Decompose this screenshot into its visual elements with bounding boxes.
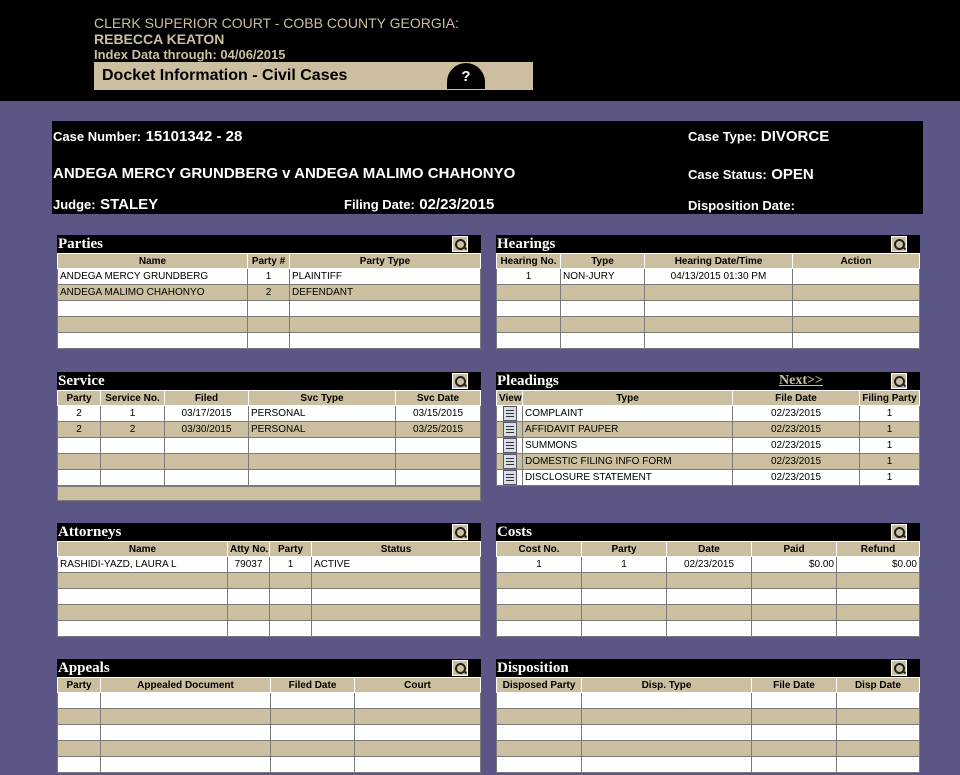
costs-panel [496,523,920,637]
help-icon[interactable]: ? [447,63,485,89]
index-data-date: Index Data through: 04/06/2015 [94,47,286,62]
table-row [497,285,920,301]
table-row [58,757,481,773]
service-footer [57,486,481,501]
case-disposition-date: Disposition Date: [688,198,795,213]
zoom-icon[interactable] [891,373,907,389]
table-row [497,725,920,741]
table-row [58,573,481,589]
table-row [497,605,920,621]
court-name: CLERK SUPERIOR COURT - COBB COUNTY GEORGIA: [94,15,459,31]
table-row[interactable]: 1 NON-JURY 04/13/2015 01:30 PM [497,269,920,285]
zoom-icon[interactable] [891,236,907,252]
view-document-icon[interactable] [503,406,517,421]
hearings-title: Hearings [497,236,556,252]
zoom-icon[interactable] [891,660,907,676]
case-status: Case Status: OPEN [688,166,814,183]
disposition-panel [496,659,920,773]
appeals-table: Party Appealed Document Filed Date Court [57,677,481,773]
attorneys-table: Name Atty No. Party Status RASHIDI-YAZD, LAURA L 79037 1 ACTIVE [57,541,481,637]
table-row[interactable]: 2 2 03/30/2015 PERSONAL 03/25/2015 [58,422,481,438]
table-row[interactable]: 1 1 02/23/2015 $0.00 $0.00 [497,557,920,573]
next-page-link[interactable]: Next>> [779,373,823,388]
table-row [58,605,481,621]
table-row[interactable]: RASHIDI-YAZD, LAURA L 79037 1 ACTIVE [58,557,481,573]
table-row: SUMMONS 02/23/2015 1 [497,438,920,454]
table-row [497,741,920,757]
disposition-table: Disposed Party Disp. Type File Date Disp Date [496,677,920,773]
parties-table: Name Party # Party Type ANDEGA MERCY GRUNDBERG 1 PLAINTIFF ANDEGA MALIMO CHAHONYO 2 DEFENDANT [57,253,481,349]
docket-title-bar [94,62,533,90]
pleadings-title: Pleadings [497,373,559,389]
page-title: Docket Information - Civil Cases [102,67,348,84]
table-row [58,693,481,709]
table-row [58,317,481,333]
case-caption: ANDEGA MERCY GRUNDBERG v ANDEGA MALIMO CHAHONYO [53,165,516,182]
table-row [497,333,920,349]
table-row [58,438,481,454]
case-filing-date: Filing Date: 02/23/2015 [344,196,495,213]
table-row [497,317,920,333]
table-row [58,454,481,470]
view-document-icon[interactable] [503,438,517,453]
disposition-title: Disposition [497,660,569,676]
table-row [497,757,920,773]
table-row: COMPLAINT 02/23/2015 1 [497,406,920,422]
table-row [58,741,481,757]
table-row [58,709,481,725]
view-document-icon[interactable] [503,422,517,437]
zoom-icon[interactable] [452,236,468,252]
costs-title: Costs [497,524,533,540]
table-row[interactable]: 2 1 03/17/2015 PERSONAL 03/15/2015 [58,406,481,422]
table-row [497,301,920,317]
case-judge: Judge: STALEY [53,196,159,213]
attorneys-title: Attorneys [58,524,122,540]
table-row [497,693,920,709]
case-number: Case Number: 15101342 - 28 [53,128,243,145]
pleadings-panel [496,372,920,486]
table-row [497,589,920,605]
case-type: Case Type: DIVORCE [688,128,830,145]
pleadings-table: View Type File Date Filing Party COMPLAINT 02/23/2015 1 AFFIDAVIT PAUPER 02/23/2015 1 SUMMONS 02/23/2015 1 DOMESTIC FILING INFO FORM 02/23/2015 1 DISCLOSURE STATEMENT 02/23/2015 1 [496,390,920,486]
table-row[interactable]: ANDEGA MERCY GRUNDBERG 1 PLAINTIFF [58,269,481,285]
case-summary [52,121,923,214]
view-document-icon[interactable] [503,470,517,485]
appeals-title: Appeals [58,660,110,676]
hearings-panel [496,235,920,349]
parties-panel [57,235,481,349]
table-row: AFFIDAVIT PAUPER 02/23/2015 1 [497,422,920,438]
table-row [58,301,481,317]
zoom-icon[interactable] [452,524,468,540]
attorneys-panel [57,523,481,637]
table-row [58,621,481,637]
service-title: Service [58,373,105,389]
table-row: DISCLOSURE STATEMENT 02/23/2015 1 [497,470,920,486]
table-row[interactable]: ANDEGA MALIMO CHAHONYO 2 DEFENDANT [58,285,481,301]
table-row [58,333,481,349]
clerk-name: REBECCA KEATON [94,31,225,47]
zoom-icon[interactable] [452,373,468,389]
table-row: DOMESTIC FILING INFO FORM 02/23/2015 1 [497,454,920,470]
table-row [497,621,920,637]
parties-title: Parties [58,236,103,252]
site-header [0,0,960,101]
table-row [58,725,481,741]
hearings-table: Hearing No. Type Hearing Date/Time Action 1 NON-JURY 04/13/2015 01:30 PM [496,253,920,349]
costs-table: Cost No. Party Date Paid Refund 1 1 02/23/2015 $0.00 $0.00 [496,541,920,637]
zoom-icon[interactable] [452,660,468,676]
table-row [58,470,481,486]
service-panel [57,372,481,501]
table-row [497,573,920,589]
table-row [58,589,481,605]
view-document-icon[interactable] [503,454,517,469]
table-row [497,709,920,725]
service-table: Party Service No. Filed Svc Type Svc Date 2 1 03/17/2015 PERSONAL 03/15/2015 2 2 03/30/2015 PERSONAL 03/25/2015 [57,390,481,486]
appeals-panel [57,659,481,773]
zoom-icon[interactable] [891,524,907,540]
